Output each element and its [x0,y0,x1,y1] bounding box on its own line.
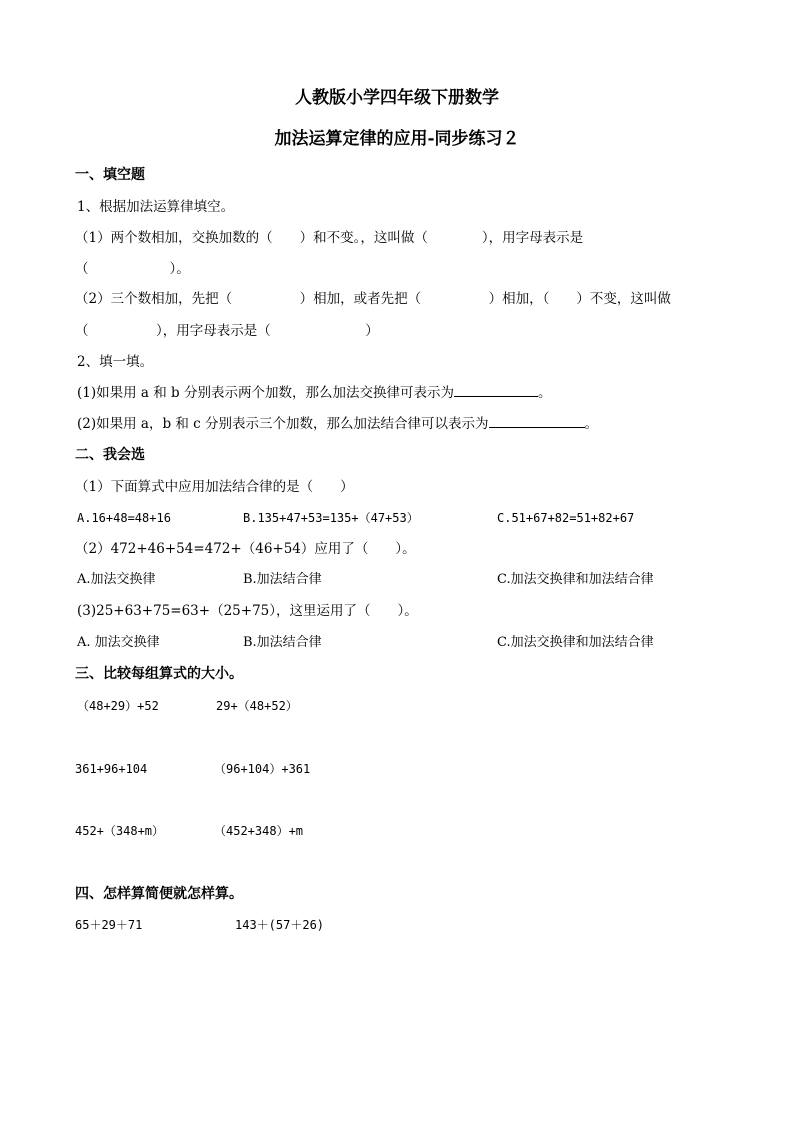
question-2-1-text: (1)如果用 a 和 b 分别表示两个加数，那么加法交换律可表示为 [77,385,454,401]
choice-question-1: （1）下面算式中应用加法结合律的是（ ） [75,479,354,495]
choice-question-2: （2）472+46+54=472+（46+54）应用了（ ）。 [75,541,416,557]
choice-3-option-a: A. 加法交换律 [77,635,160,650]
compare-3-left: 452+（348+m） [75,824,165,838]
page-subtitle: 加法运算定律的应用-同步练习２ [274,129,520,149]
choice-2-option-a: A.加法交换律 [77,572,156,587]
choice-2-option-b: B.加法结合律 [243,572,322,587]
section-2-heading: 二、我会选 [75,447,145,463]
compare-2-right: （96+104）+361 [214,762,311,776]
question-1-2-line2: （ ），用字母表示是（ ） [75,323,379,339]
choice-1-option-a: A.16+48=48+16 [77,511,171,525]
choice-1-option-c: C.51+67+82=51+82+67 [497,511,635,525]
section-1-heading: 一、填空题 [75,167,145,183]
choice-question-3: (3)25+63+75=63+（25+75），这里运用了（ ）。 [77,603,418,619]
choice-3-option-b: B.加法结合律 [243,635,322,650]
calc-item-1: 65＋29＋71 [75,918,143,932]
compare-3-right: （452+348）+m [214,824,304,838]
question-1: 1、根据加法运算律填空。 [77,199,235,215]
question-2-2 [77,415,598,433]
section-4-heading: 四、怎样算简便就怎样算。 [75,886,243,902]
compare-2-left: 361+96+104 [75,762,148,776]
answer-blank[interactable] [454,384,538,397]
compare-1-right: 29+（48+52） [216,699,298,713]
question-1-2-line1: （2）三个数相加，先把（ ）相加，或者先把（ ）相加，（ ）不变，这叫做 [75,291,671,307]
question-2-2-text: (2)如果用 a，b 和 c 分别表示三个加数，那么加法结合律可以表示为 [77,416,489,432]
compare-1-left: （48+29）+52 [77,699,159,713]
page-title: 人教版小学四年级下册数学 [295,88,499,108]
question-2-1 [77,384,551,402]
choice-2-option-c: C.加法交换律和加法结合律 [497,572,654,587]
section-3-heading: 三、比较每组算式的大小。 [75,666,243,682]
question-2-2-end: 。 [584,416,599,432]
choice-3-option-c: C.加法交换律和加法结合律 [497,635,654,650]
answer-blank[interactable] [489,415,585,428]
question-1-1-line1: （1）两个数相加，交换加数的（ ）和不变。，这叫做（ ），用字母表示是 [75,230,584,246]
choice-1-option-b: B.135+47+53=135+（47+53） [243,511,419,525]
question-1-1-line2: （ ）。 [75,261,190,277]
question-2: 2、填一填。 [77,354,154,370]
calc-item-2: 143＋(57＋26) [235,918,325,932]
question-2-1-end: 。 [537,385,552,401]
